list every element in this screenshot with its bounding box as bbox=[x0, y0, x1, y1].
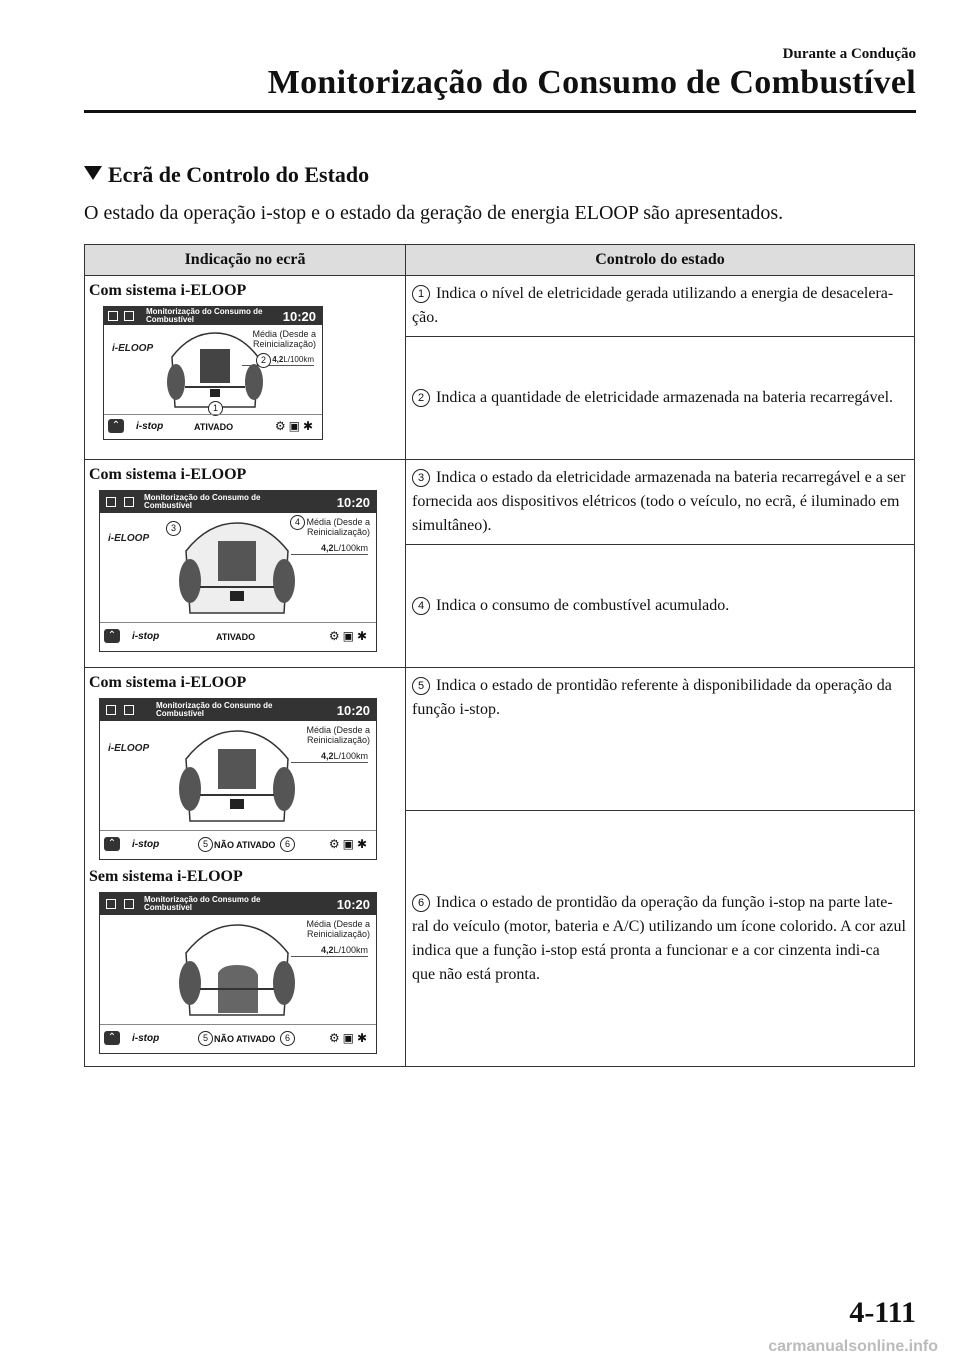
callout-3: 3 bbox=[166, 521, 181, 536]
screen-illustration bbox=[99, 892, 377, 1054]
table-cell-control bbox=[406, 337, 915, 460]
table-row bbox=[85, 668, 915, 811]
screen-clock: 10:20 bbox=[336, 703, 370, 718]
istop-label: i-stop bbox=[132, 631, 160, 642]
screen-clock: 10:20 bbox=[282, 309, 316, 324]
page-number: 4-111 bbox=[849, 1296, 916, 1329]
control-text: Indica o estado da eletricidade armazenada na bateria recarregável e a ser fornecida aos dispositivos elétricos (todo o veículo, no ecrã, é iluminado em simultâneo). bbox=[412, 469, 906, 534]
consumption-readout: 4,2L/100km bbox=[242, 355, 314, 366]
control-text: Indica o nível de eletricidade gerada utilizando a energia de desacelera-ção. bbox=[412, 285, 894, 326]
header-subtitle: Durante a Condução bbox=[782, 46, 916, 62]
header-rule bbox=[84, 110, 916, 113]
consumption-readout: 4,2L/100km bbox=[291, 751, 368, 763]
screen-clock: 10:20 bbox=[336, 495, 370, 510]
istop-state: NÃO ATIVADO bbox=[214, 840, 276, 850]
screen-illustration bbox=[99, 698, 377, 860]
screen-topbar bbox=[100, 893, 376, 915]
collapse-button[interactable]: ⌃ bbox=[104, 1031, 120, 1045]
table-cell-display bbox=[85, 668, 406, 1067]
table-cell-control bbox=[406, 668, 915, 811]
home-icon bbox=[106, 899, 116, 909]
media-label: Média (Desde a Reinicialização) bbox=[306, 725, 370, 745]
callout-6: 6 bbox=[280, 1031, 295, 1046]
layers-icon bbox=[124, 705, 134, 715]
media-label: Média (Desde a Reinicialização) bbox=[306, 517, 370, 537]
screen-topbar bbox=[100, 491, 376, 513]
home-icon bbox=[106, 705, 116, 715]
screen-title: Monitorização do Consumo de Combustível bbox=[144, 895, 261, 912]
table-cell-control bbox=[406, 811, 915, 1067]
istop-state: ATIVADO bbox=[216, 632, 256, 642]
table-cell-control bbox=[406, 545, 915, 668]
table-cell-display bbox=[85, 460, 406, 668]
media-label: Média (Desde a Reinicialização) bbox=[306, 919, 370, 939]
istop-label: i-stop bbox=[132, 1033, 160, 1044]
eloop-label: i-ELOOP bbox=[112, 343, 154, 354]
screen-clock: 10:20 bbox=[336, 897, 370, 912]
screen-title: Monitorização do Consumo de Combustível bbox=[144, 493, 261, 510]
collapse-button[interactable]: ⌃ bbox=[104, 837, 120, 851]
collapse-button[interactable]: ⌃ bbox=[108, 419, 124, 433]
consumption-readout: 4,2L/100km bbox=[291, 543, 368, 555]
istop-label: i-stop bbox=[132, 839, 160, 850]
row-caption: Com sistema i-ELOOP bbox=[89, 282, 247, 299]
table-header-row bbox=[85, 245, 915, 276]
callout-number: 5 bbox=[412, 677, 430, 695]
engine-battery-ac-icons: ⚙▣✱ bbox=[274, 419, 316, 433]
control-text: Indica o estado de prontidão referente à disponibilidade da operação da função i-stop. bbox=[412, 677, 892, 718]
layers-icon bbox=[124, 311, 134, 321]
page-title: Monitorização do Consumo de Combustível bbox=[267, 64, 916, 101]
eloop-label: i-ELOOP bbox=[108, 743, 150, 754]
callout-1: 1 bbox=[208, 401, 223, 416]
engine-battery-ac-icons: ⚙▣✱ bbox=[328, 1031, 370, 1045]
screen-illustration bbox=[103, 306, 323, 440]
control-text: Indica o consumo de combustível acumulado. bbox=[436, 597, 730, 614]
layers-icon bbox=[124, 497, 134, 507]
car-icon bbox=[172, 917, 302, 1023]
table-cell-display bbox=[85, 276, 406, 460]
col-header-control: Controlo do estado bbox=[406, 245, 915, 276]
status-table bbox=[84, 244, 915, 1067]
screen-topbar bbox=[100, 699, 376, 721]
screen-illustration bbox=[99, 490, 377, 652]
table-row bbox=[85, 460, 915, 545]
table-cell-control bbox=[406, 276, 915, 337]
callout-number: 2 bbox=[412, 389, 430, 407]
section-title bbox=[84, 162, 369, 188]
screen-bottombar bbox=[104, 414, 322, 439]
consumption-readout: 4,2L/100km bbox=[291, 945, 368, 957]
eloop-label: i-ELOOP bbox=[108, 533, 150, 544]
control-text: Indica o estado de prontidão da operação da função i-stop na parte late-ral do veículo (motor, bateria e A/C) utilizando um ícone colorido. A cor azul indica que a função i-stop está pronta a funcionar e a cor cinzenta indi-ca que não está pronta. bbox=[412, 893, 906, 983]
screen-title: Monitorização do Consumo de Combustível bbox=[146, 307, 263, 324]
table-cell-control bbox=[406, 460, 915, 545]
engine-battery-ac-icons: ⚙▣✱ bbox=[328, 629, 370, 643]
table-row bbox=[85, 276, 915, 337]
callout-5: 5 bbox=[198, 837, 213, 852]
callout-number: 4 bbox=[412, 597, 430, 615]
istop-state: NÃO ATIVADO bbox=[214, 1034, 276, 1044]
intro-text: O estado da operação i-stop e o estado da geração de energia ELOOP são apresentados. bbox=[84, 202, 784, 224]
screen-bottombar bbox=[100, 622, 376, 651]
car-icon bbox=[172, 723, 302, 829]
screen-bottombar bbox=[100, 1024, 376, 1053]
watermark: carmanualsonline.info bbox=[768, 1338, 938, 1355]
callout-number: 3 bbox=[412, 469, 430, 487]
row-caption: Com sistema i-ELOOP bbox=[89, 674, 247, 691]
media-label: Média (Desde a Reinicialização) bbox=[252, 329, 316, 349]
screen-bottombar bbox=[100, 830, 376, 859]
callout-number: 1 bbox=[412, 285, 430, 303]
section-title-text: Ecrã de Controlo do Estado bbox=[108, 162, 370, 187]
istop-label: i-stop bbox=[136, 421, 164, 432]
callout-5: 5 bbox=[198, 1031, 213, 1046]
car-icon bbox=[172, 515, 302, 621]
engine-battery-ac-icons: ⚙▣✱ bbox=[328, 837, 370, 851]
screen-topbar bbox=[104, 307, 322, 325]
istop-state: ATIVADO bbox=[194, 422, 234, 432]
row-caption-2: Sem sistema i-ELOOP bbox=[89, 868, 243, 885]
callout-number: 6 bbox=[412, 894, 430, 912]
layers-icon bbox=[124, 899, 134, 909]
callout-2: 2 bbox=[256, 353, 271, 368]
collapse-button[interactable]: ⌃ bbox=[104, 629, 120, 643]
col-header-display: Indicação no ecrã bbox=[85, 245, 406, 276]
control-text: Indica a quantidade de eletricidade armazenada na bateria recarregável. bbox=[436, 389, 894, 406]
callout-6: 6 bbox=[280, 837, 295, 852]
screen-title: Monitorização do Consumo de Combustível bbox=[156, 701, 273, 718]
callout-4: 4 bbox=[290, 515, 305, 530]
home-icon bbox=[106, 497, 116, 507]
row-caption: Com sistema i-ELOOP bbox=[89, 466, 247, 483]
home-icon bbox=[108, 311, 118, 321]
triangle-bullet-icon bbox=[84, 166, 102, 180]
